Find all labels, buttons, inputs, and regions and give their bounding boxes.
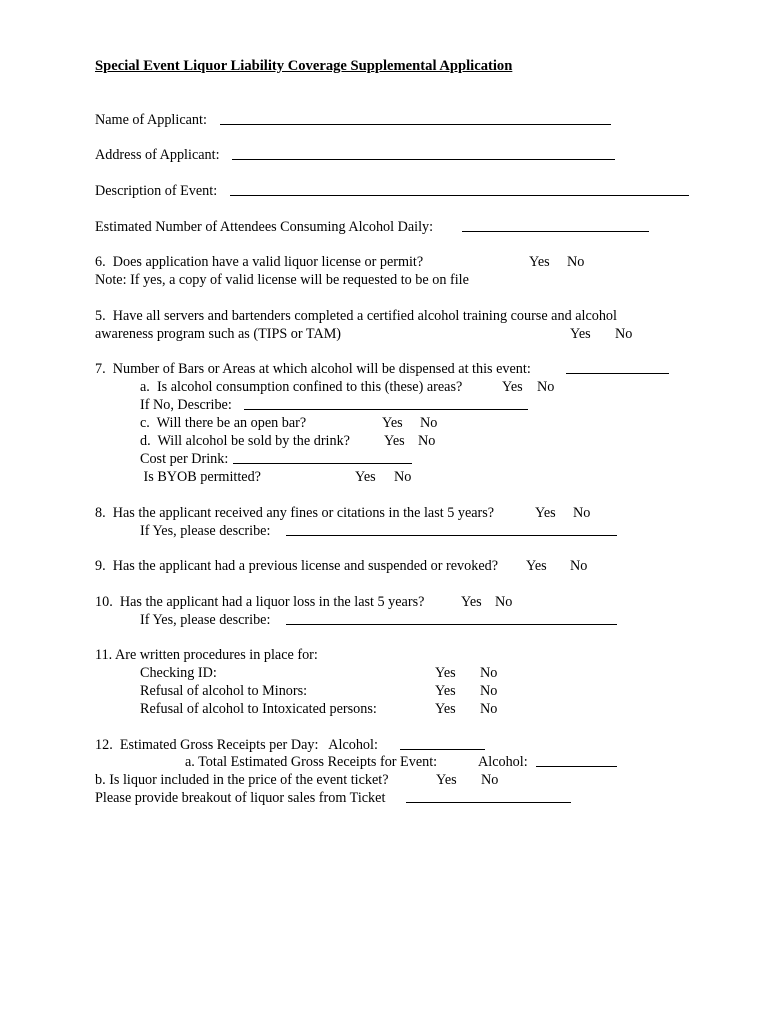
q12-question: 12. Estimated Gross Receipts per Day: Alcohol: bbox=[95, 737, 378, 753]
q12-breakout-label: Please provide breakout of liquor sales from Ticket bbox=[95, 790, 386, 806]
q9-question: 9. Has the applicant had a previous license and suspended or revoked? bbox=[95, 558, 499, 574]
q6-question: 6. Does application have a valid liquor license or permit? bbox=[95, 254, 424, 270]
description-label: Description of Event: bbox=[95, 183, 218, 199]
q7c-yes[interactable]: Yes bbox=[382, 415, 403, 431]
form-title: Special Event Liquor Liability Coverage Supplemental Application bbox=[95, 58, 513, 74]
q7-bars-field[interactable] bbox=[566, 373, 669, 374]
q7a-no[interactable]: No bbox=[537, 379, 555, 395]
q11-item: Checking ID: bbox=[140, 665, 217, 681]
q5-line1: 5. Have all servers and bartenders completed a certified alcohol training course and alcohol bbox=[95, 308, 617, 324]
q12a-label: a. Total Estimated Gross Receipts for Event: bbox=[185, 754, 438, 770]
q11-minors-no[interactable]: No bbox=[480, 683, 498, 699]
q6-note: Note: If yes, a copy of valid license will be requested to be on file bbox=[95, 272, 469, 288]
q10-if-yes-label: If Yes, please describe: bbox=[140, 612, 271, 628]
q11-intoxicated-yes[interactable]: Yes bbox=[435, 701, 456, 717]
q10-yes[interactable]: Yes bbox=[461, 594, 482, 610]
q7-byob-no[interactable]: No bbox=[394, 469, 412, 485]
q12a-alcohol-label: Alcohol: bbox=[478, 754, 528, 770]
address-label: Address of Applicant: bbox=[95, 147, 220, 163]
q7d-yes[interactable]: Yes bbox=[384, 433, 405, 449]
q7-if-no-label: If No, Describe: bbox=[140, 397, 232, 413]
q8-no[interactable]: No bbox=[573, 505, 591, 521]
q7a-question: a. Is alcohol consumption confined to this (these) areas? bbox=[140, 379, 463, 395]
q6-no[interactable]: No bbox=[567, 254, 585, 270]
q11-item: Refusal of alcohol to Minors: bbox=[140, 683, 308, 699]
q7-if-no-field[interactable] bbox=[244, 409, 528, 410]
q7-cost-field[interactable] bbox=[233, 463, 412, 464]
attendees-label: Estimated Number of Attendees Consuming Alcohol Daily: bbox=[95, 219, 434, 235]
q8-if-yes-label: If Yes, please describe: bbox=[140, 523, 271, 539]
q7d-no[interactable]: No bbox=[418, 433, 436, 449]
q8-question: 8. Has the applicant received any fines or citations in the last 5 years? bbox=[95, 505, 495, 521]
q9-no[interactable]: No bbox=[570, 558, 588, 574]
q12b-question: b. Is liquor included in the price of the event ticket? bbox=[95, 772, 389, 788]
q5-no[interactable]: No bbox=[615, 326, 633, 342]
q7-question: 7. Number of Bars or Areas at which alcohol will be dispensed at this event: bbox=[95, 361, 531, 377]
name-field[interactable] bbox=[220, 124, 611, 125]
q7a-yes[interactable]: Yes bbox=[502, 379, 523, 395]
q8-describe-field[interactable] bbox=[286, 535, 617, 536]
q6-yes[interactable]: Yes bbox=[529, 254, 550, 270]
q7-cost-label: Cost per Drink: bbox=[140, 451, 229, 467]
q10-question: 10. Has the applicant had a liquor loss in the last 5 years? bbox=[95, 594, 425, 610]
q7-byob-question: Is BYOB permitted? bbox=[140, 469, 261, 485]
q11-intoxicated-no[interactable]: No bbox=[480, 701, 498, 717]
q10-describe-field[interactable] bbox=[286, 624, 617, 625]
q9-yes[interactable]: Yes bbox=[526, 558, 547, 574]
attendees-field[interactable] bbox=[462, 231, 649, 232]
q12b-no[interactable]: No bbox=[481, 772, 499, 788]
q8-yes[interactable]: Yes bbox=[535, 505, 556, 521]
name-label: Name of Applicant: bbox=[95, 112, 207, 128]
description-field[interactable] bbox=[230, 195, 689, 196]
q10-no[interactable]: No bbox=[495, 594, 513, 610]
q5-yes[interactable]: Yes bbox=[570, 326, 591, 342]
q11-checking-id-no[interactable]: No bbox=[480, 665, 498, 681]
q11-checking-id-yes[interactable]: Yes bbox=[435, 665, 456, 681]
q7c-question: c. Will there be an open bar? bbox=[140, 415, 307, 431]
q7d-question: d. Will alcohol be sold by the drink? bbox=[140, 433, 350, 449]
q7c-no[interactable]: No bbox=[420, 415, 438, 431]
q5-line2: awareness program such as (TIPS or TAM) bbox=[95, 326, 342, 342]
q12b-yes[interactable]: Yes bbox=[436, 772, 457, 788]
q12-breakout-field[interactable] bbox=[406, 802, 571, 803]
address-field[interactable] bbox=[232, 159, 615, 160]
q12a-alcohol-field[interactable] bbox=[536, 766, 617, 767]
q11-question: 11. Are written procedures in place for: bbox=[95, 647, 318, 663]
q11-item: Refusal of alcohol to Intoxicated persons: bbox=[140, 701, 377, 717]
q7-byob-yes[interactable]: Yes bbox=[355, 469, 376, 485]
q11-minors-yes[interactable]: Yes bbox=[435, 683, 456, 699]
q12-daily-alcohol-field[interactable] bbox=[400, 749, 485, 750]
